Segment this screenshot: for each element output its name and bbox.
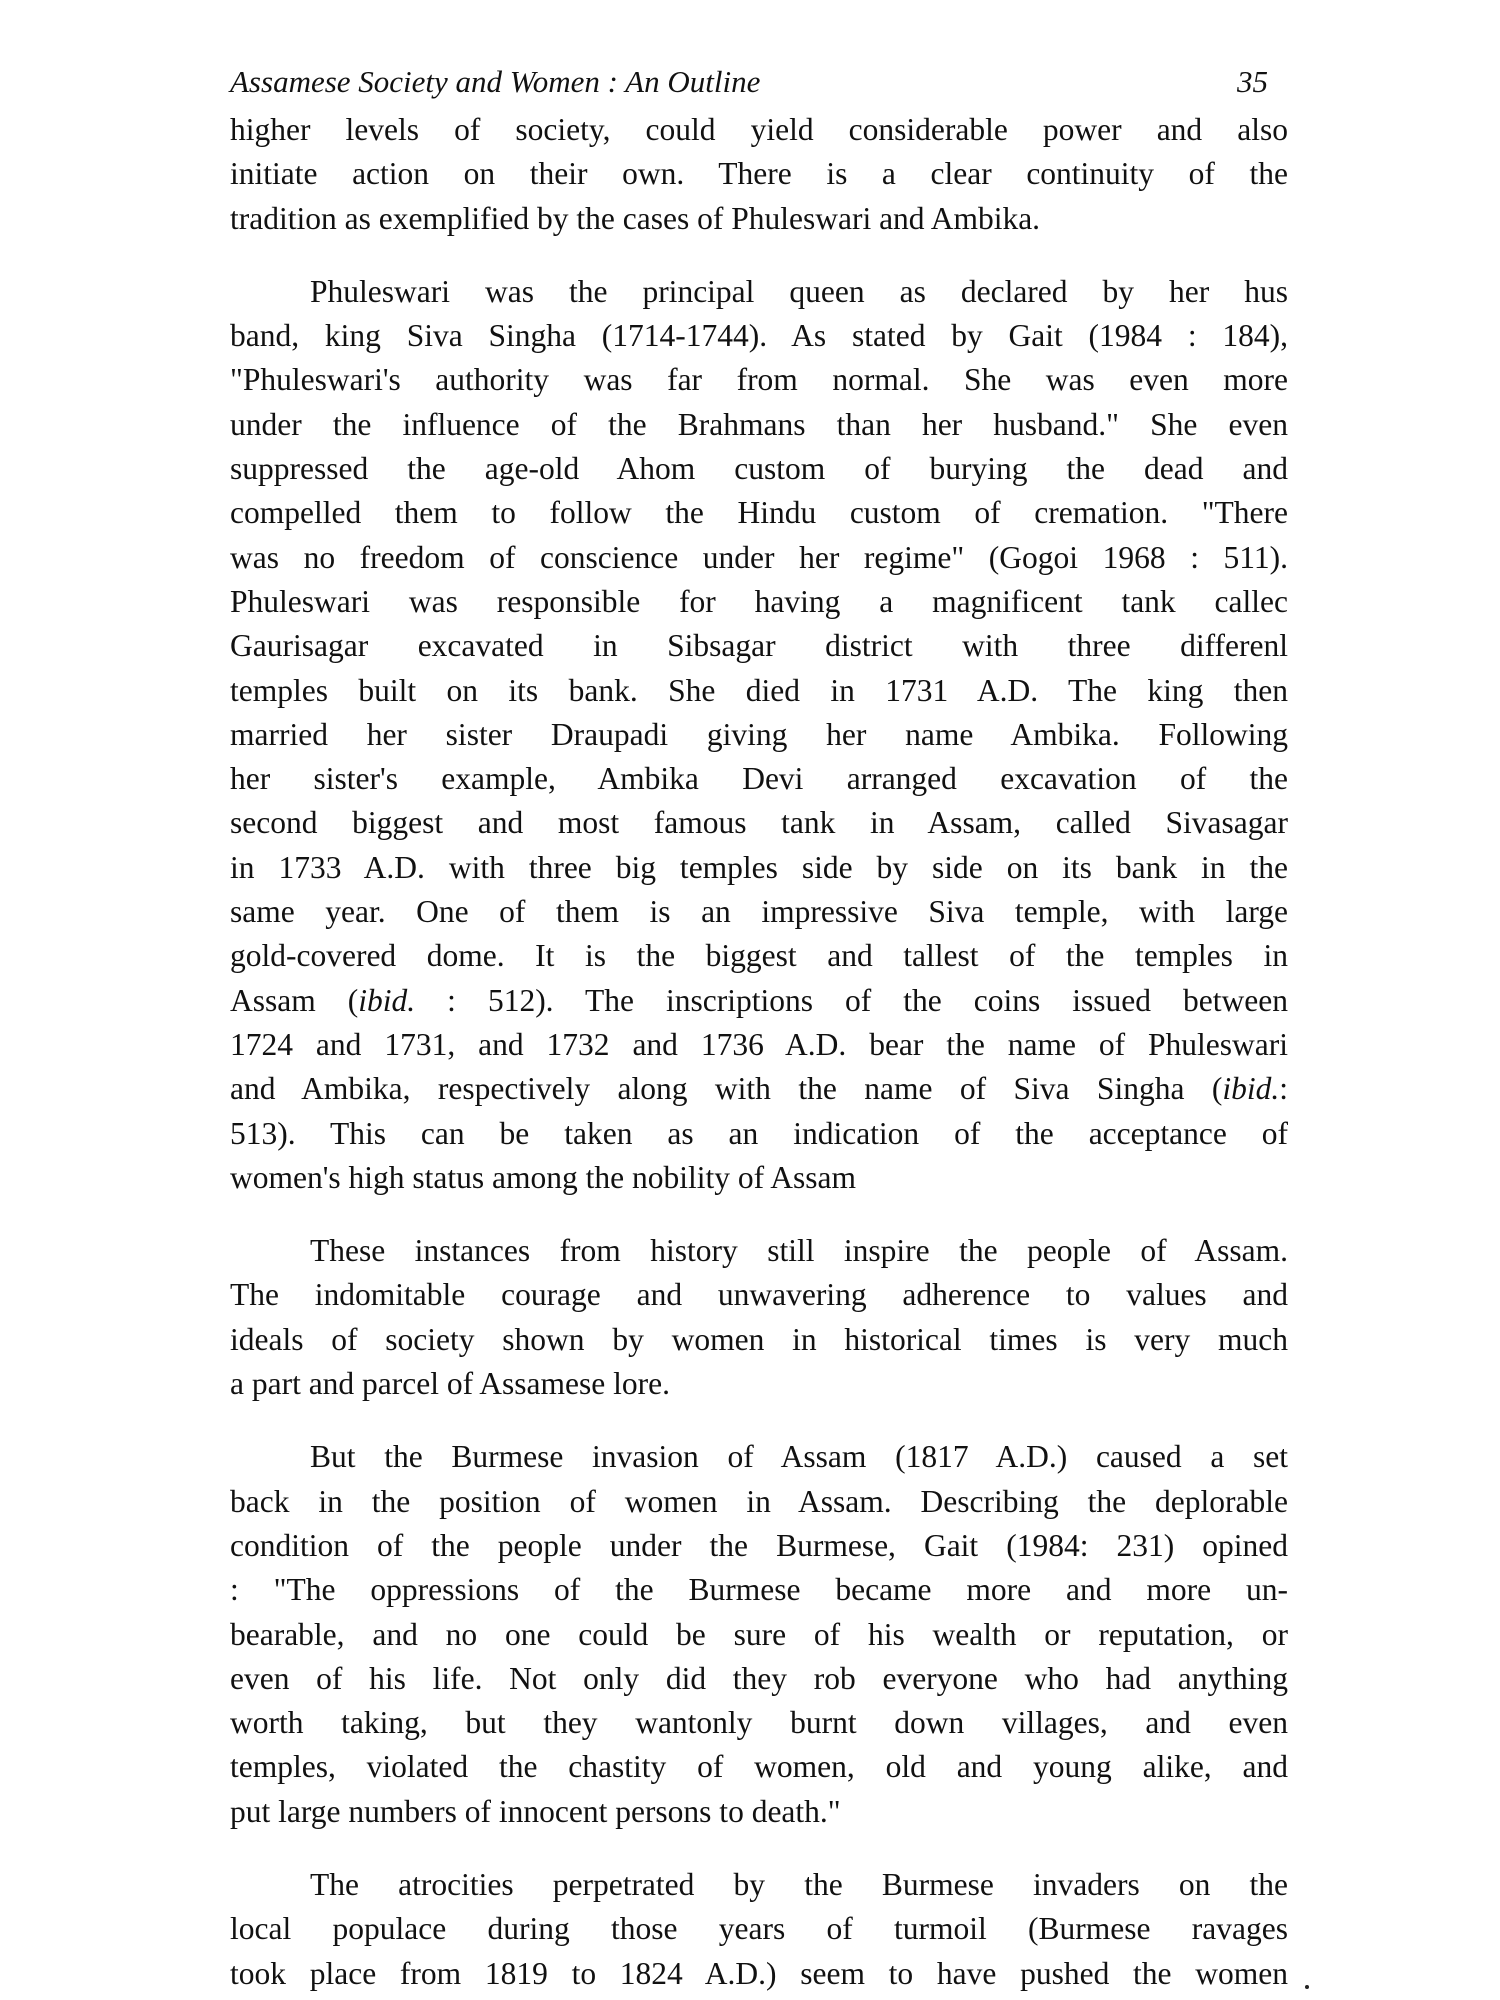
text-line: even of his life. Not only did they rob everyone who had anything <box>230 1660 1288 1696</box>
text-line: 513). This can be taken as an indication of the acceptance of <box>230 1115 1288 1151</box>
text-line: 1724 and 1731, and 1732 and 1736 A.D. bear the name of Phuleswari <box>230 1026 1288 1062</box>
text-line: same year. One of them is an impressive Siva temple, with large <box>230 894 1288 930</box>
text-line: was no freedom of conscience under her regime" (Gogoi 1968 : 511). <box>230 539 1288 575</box>
running-head-title: Assamese Society and Women : An Outline <box>230 64 761 99</box>
text-line: in 1733 A.D. with three big temples side by side on its bank in the <box>230 849 1288 885</box>
text-line: a part and parcel of Assamese lore. <box>230 1366 670 1402</box>
text-line: initiate action on their own. There is a clear continuity of the <box>230 156 1288 192</box>
text-line: women's high status among the nobility of Assam <box>230 1159 857 1195</box>
text-line: temples built on its bank. She died in 1731 A.D. The king then <box>230 672 1288 708</box>
text-line: The atrocities perpetrated by the Burmese invaders on the <box>310 1866 1288 1902</box>
text-line: condition of the people under the Burmese, Gait (1984: 231) opined <box>230 1527 1288 1563</box>
paragraph <box>230 270 1288 1200</box>
text-line: back in the position of women in Assam. Describing the deplorable <box>230 1483 1288 1519</box>
text-line: temples, violated the chastity of women, old and young alike, and <box>230 1749 1288 1785</box>
text-line: The indomitable courage and unwavering adherence to values and <box>230 1277 1288 1313</box>
text-line: : "The oppressions of the Burmese became more and more un- <box>230 1572 1288 1608</box>
text-line: compelled them to follow the Hindu custom of cremation. "There <box>230 495 1288 531</box>
text-line: and Ambika, respectively along with the name of Siva Singha (ibid.: <box>230 1071 1288 1107</box>
paragraph <box>230 1863 1288 1996</box>
text-line: tradition as exemplified by the cases of Phuleswari and Ambika. <box>230 200 1041 236</box>
text-line: "Phuleswari's authority was far from normal. She was even more <box>230 362 1288 398</box>
text-line: band, king Siva Singha (1714-1744). As stated by Gait (1984 : 184), <box>230 318 1288 354</box>
running-head <box>230 62 1288 102</box>
page-number: 35 <box>1237 64 1268 99</box>
text-line: bearable, and no one could be sure of his wealth or reputation, or <box>230 1616 1288 1652</box>
paragraph <box>230 108 1288 241</box>
text-line: ideals of society shown by women in historical times is very much <box>230 1321 1288 1357</box>
text-line: put large numbers of innocent persons to death." <box>230 1793 841 1829</box>
text-line: Gaurisagar excavated in Sibsagar district with three differenl <box>230 628 1288 664</box>
text-line: But the Burmese invasion of Assam (1817 A.D.) caused a set <box>310 1439 1288 1475</box>
paragraph <box>230 1229 1288 1406</box>
scan-speck <box>1305 1985 1309 1989</box>
text-line: suppressed the age-old Ahom custom of burying the dead and <box>230 451 1288 487</box>
text-line: worth taking, but they wantonly burnt down villages, and even <box>230 1705 1288 1741</box>
text-line: Phuleswari was responsible for having a magnificent tank callec <box>230 583 1288 619</box>
text-line: under the influence of the Brahmans than her husband." She even <box>230 406 1288 442</box>
text-line: These instances from history still inspire the people of Assam. <box>310 1233 1288 1269</box>
paragraph <box>230 1435 1288 1834</box>
book-page <box>230 62 1288 1996</box>
text-line: Phuleswari was the principal queen as declared by her hus <box>310 273 1288 309</box>
text-line: gold-covered dome. It is the biggest and tallest of the temples in <box>230 938 1288 974</box>
text-line: married her sister Draupadi giving her name Ambika. Following <box>230 716 1288 752</box>
text-line: local populace during those years of turmoil (Burmese ravages <box>230 1911 1288 1947</box>
text-line: took place from 1819 to 1824 A.D.) seem to have pushed the women <box>230 1955 1288 1991</box>
text-line: Assam (ibid. : 512). The inscriptions of the coins issued between <box>230 982 1288 1018</box>
text-line: second biggest and most famous tank in Assam, called Sivasagar <box>230 805 1288 841</box>
text-line: higher levels of society, could yield considerable power and also <box>230 112 1288 147</box>
body-text <box>230 108 1288 1996</box>
text-line: her sister's example, Ambika Devi arranged excavation of the <box>230 761 1288 797</box>
